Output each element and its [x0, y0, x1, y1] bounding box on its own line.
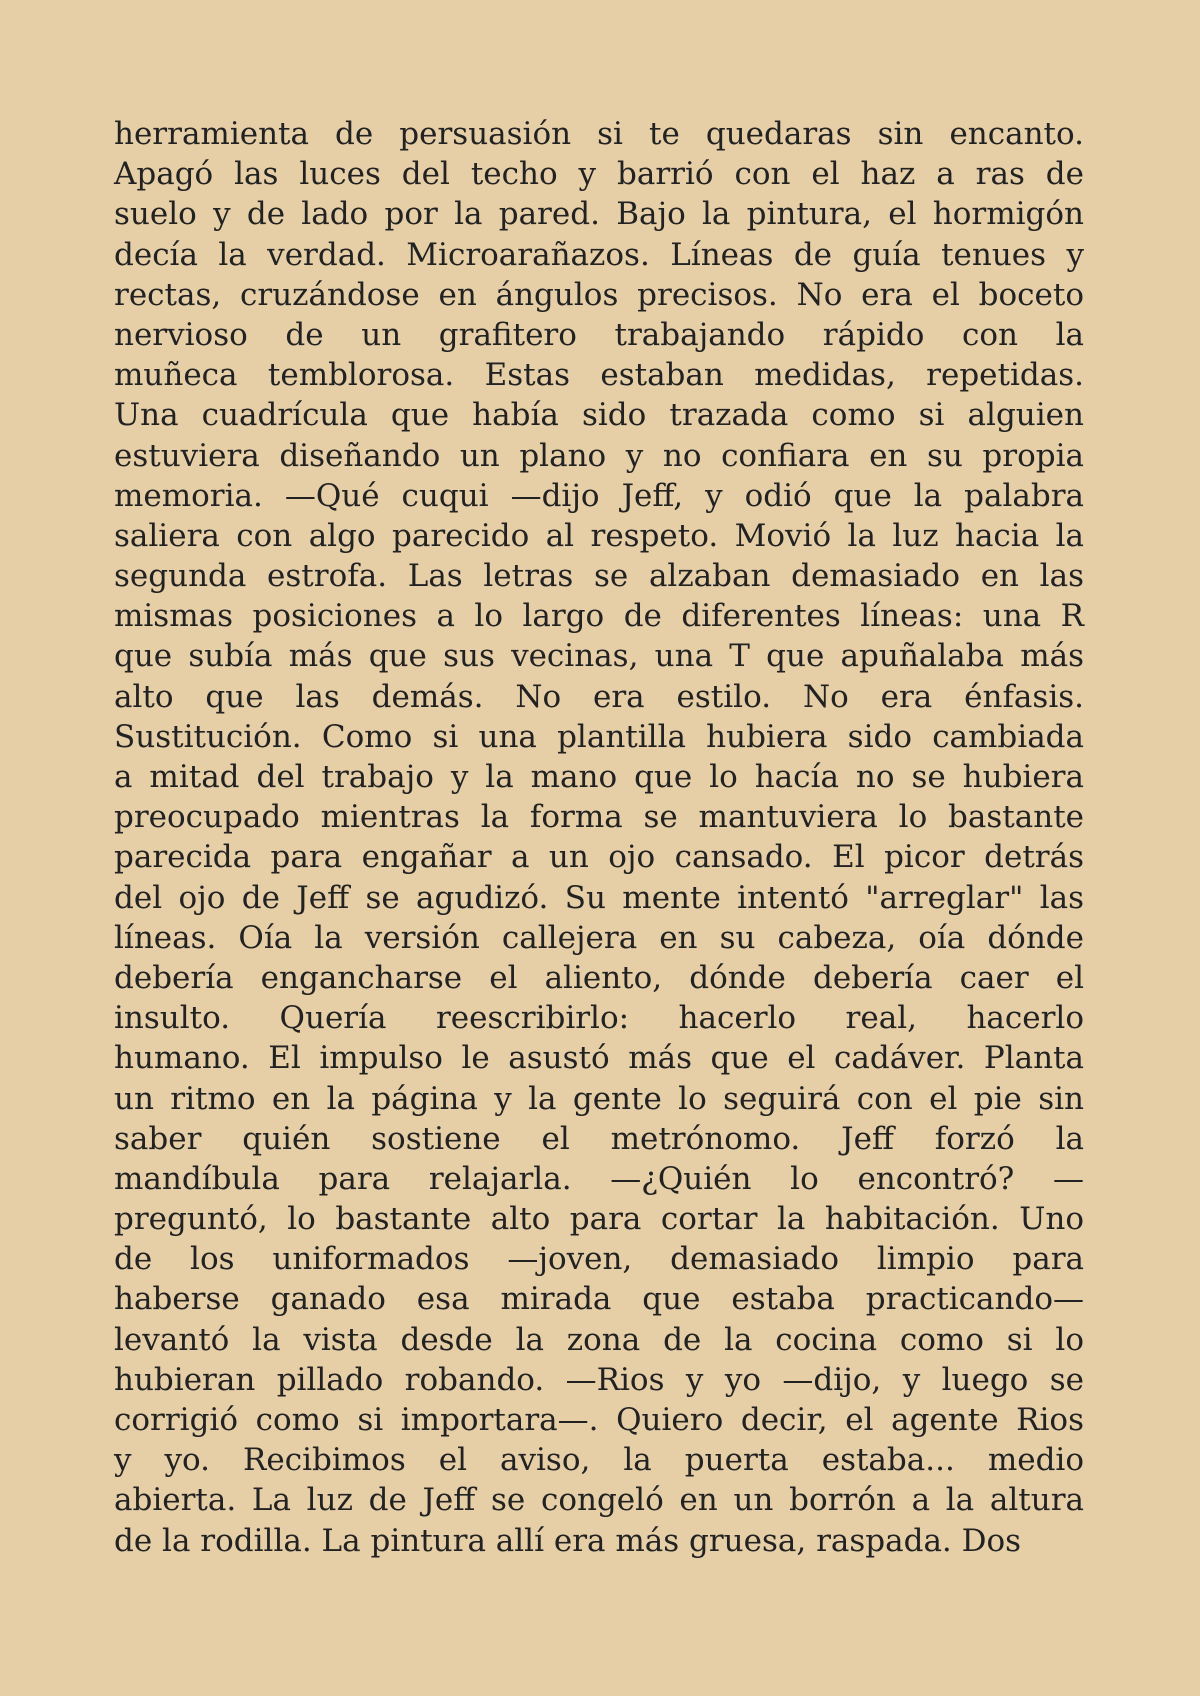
text-line: de los uniformados —joven, demasiado limpio para — [114, 1241, 1084, 1278]
text-line: saber quién sostiene el metrónomo. Jeff forzó la — [114, 1120, 1084, 1157]
text-line: hubieran pillado robando. —Rios y yo —dijo, y luego se — [114, 1361, 1084, 1398]
text-line: que subía más que sus vecinas, una T que apuñalaba más — [114, 638, 1084, 675]
text-line: Sustitución. Como si una plantilla hubiera sido cambiada — [114, 718, 1084, 755]
text-line: haberse ganado esa mirada que estaba practicando— — [114, 1281, 1084, 1318]
text-line: rectas, cruzándose en ángulos precisos. No era el boceto — [114, 276, 1084, 313]
text-line: preocupado mientras la forma se mantuviera lo bastante — [114, 799, 1084, 836]
text-line: líneas. Oía la versión callejera en su cabeza, oía dónde — [114, 919, 1084, 956]
text-line: insulto. Quería reescribirlo: hacerlo real, hacerlo — [114, 1000, 1084, 1037]
text-line: debería engancharse el aliento, dónde debería caer el — [114, 959, 1084, 996]
text-line: muñeca temblorosa. Estas estaban medidas, repetidas. — [114, 357, 1084, 394]
body-text — [114, 114, 1084, 1561]
text-line: alto que las demás. No era estilo. No era énfasis. — [114, 678, 1084, 715]
text-line: preguntó, lo bastante alto para cortar la habitación. Uno — [114, 1201, 1084, 1238]
text-line: corrigió como si importara—. Quiero decir, el agente Rios — [114, 1402, 1084, 1438]
text-line: suelo y de lado por la pared. Bajo la pintura, el hormigón — [114, 196, 1084, 233]
text-line: levantó la vista desde la zona de la cocina como si lo — [114, 1321, 1084, 1358]
text-line: a mitad del trabajo y la mano que lo hacía no se hubiera — [114, 759, 1084, 795]
text-line: Una cuadrícula que había sido trazada como si alguien — [114, 397, 1084, 434]
text-line: memoria. —Qué cuqui —dijo Jeff, y odió que la palabra — [114, 477, 1084, 514]
text-line: decía la verdad. Microarañazos. Líneas de guía tenues y — [114, 236, 1084, 273]
text-line: saliera con algo parecido al respeto. Movió la luz hacia la — [114, 517, 1084, 554]
text-line: del ojo de Jeff se agudizó. Su mente intentó "arreglar" las — [114, 879, 1084, 916]
text-line: y yo. Recibimos el aviso, la puerta estaba... medio — [114, 1442, 1084, 1479]
text-line: mandíbula para relajarla. —¿Quién lo encontró? — — [114, 1160, 1084, 1197]
text-line: humano. El impulso le asustó más que el cadáver. Planta — [114, 1040, 1084, 1077]
text-line: parecida para engañar a un ojo cansado. El picor detrás — [114, 839, 1084, 876]
text-line: nervioso de un grafitero trabajando rápido con la — [114, 316, 1084, 353]
text-line: abierta. La luz de Jeff se congeló en un borrón a la altura — [114, 1482, 1084, 1519]
text-line: segunda estrofa. Las letras se alzaban demasiado en las — [114, 558, 1084, 595]
text-line: Apagó las luces del techo y barrió con el haz a ras de — [114, 156, 1084, 193]
text-line: herramienta de persuasión si te quedaras sin encanto. — [114, 116, 1084, 152]
text-line: mismas posiciones a lo largo de diferentes líneas: una R — [114, 598, 1084, 635]
text-line: de la rodilla. La pintura allí era más gruesa, raspada. Dos — [114, 1522, 1022, 1559]
text-line: un ritmo en la página y la gente lo seguirá con el pie sin — [114, 1080, 1084, 1117]
text-line: estuviera diseñando un plano y no confiara en su propia — [114, 437, 1084, 474]
